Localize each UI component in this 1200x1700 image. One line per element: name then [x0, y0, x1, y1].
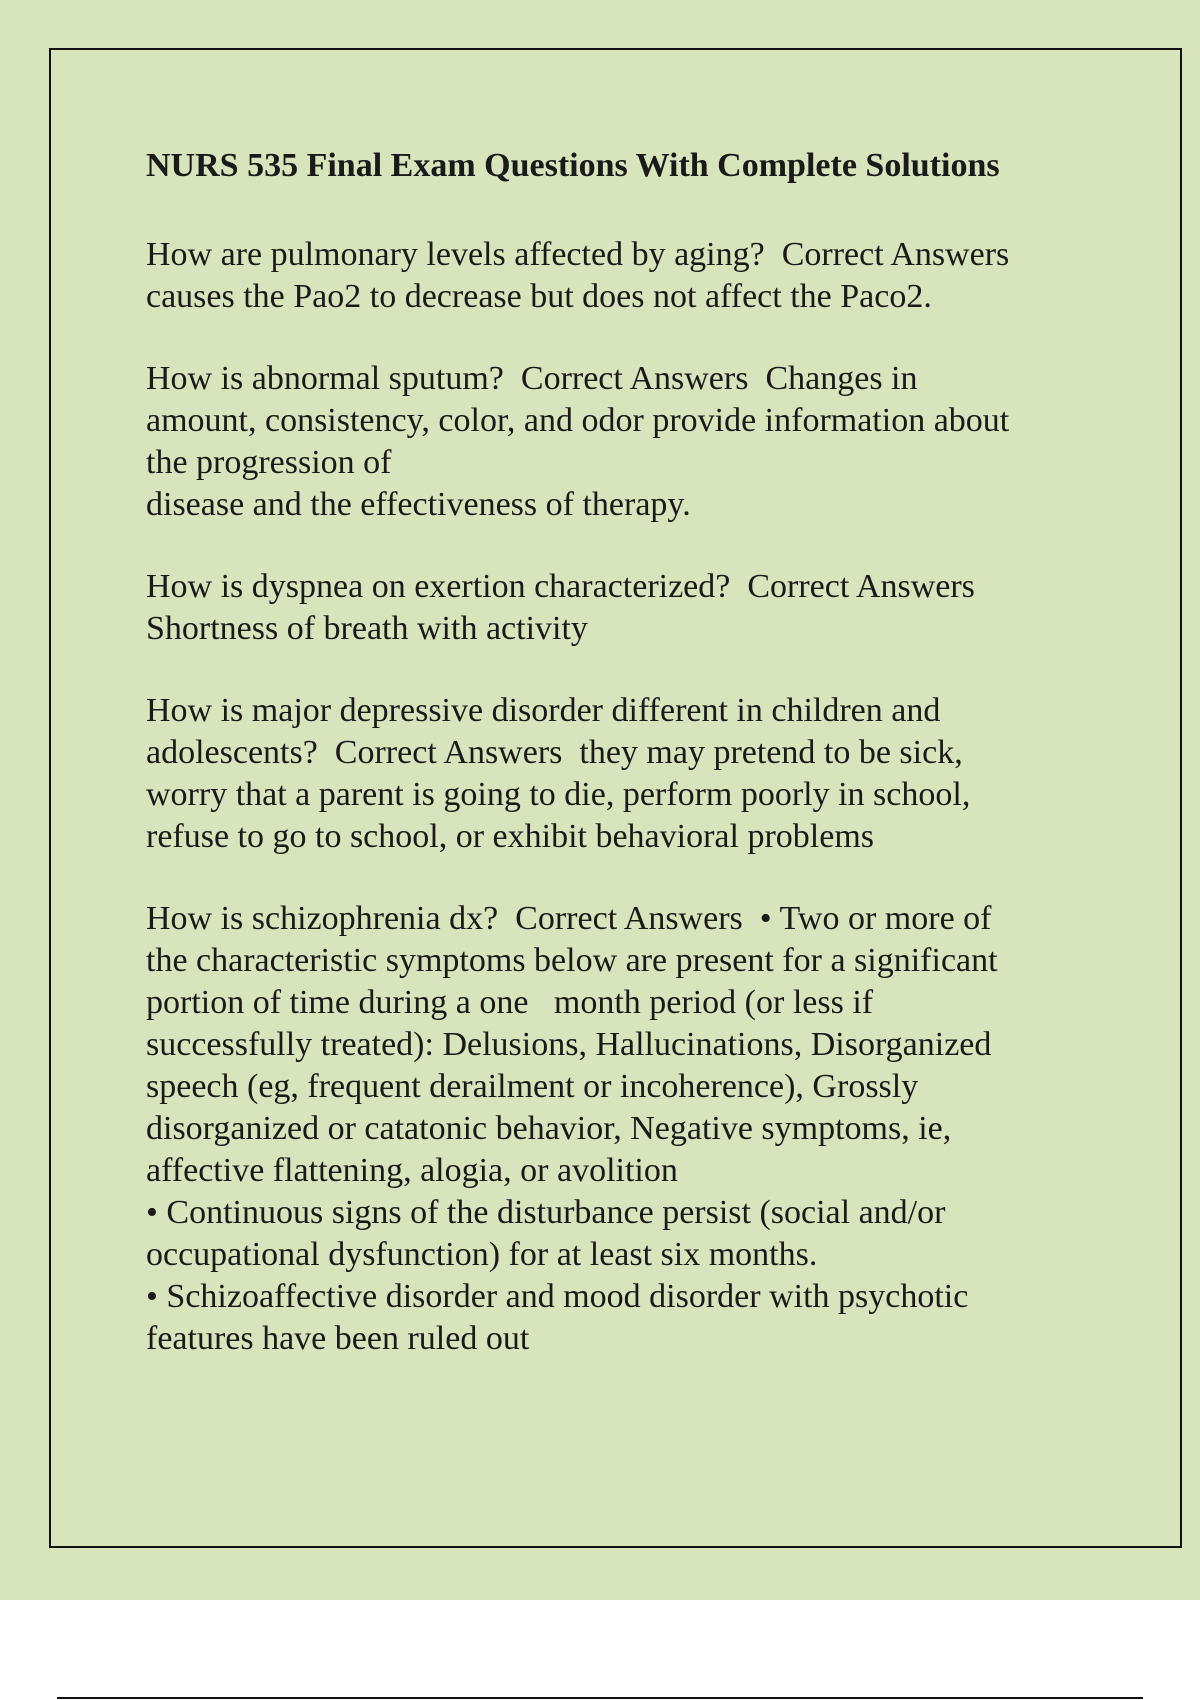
qa-line: How is abnormal sputum? Correct Answers Changes in [146, 360, 918, 397]
qa-line: the characteristic symptoms below are present for a significant [146, 942, 998, 979]
document-title: NURS 535 Final Exam Questions With Complete Solutions [146, 147, 1000, 184]
qa-item [146, 690, 1086, 858]
qa-line: How is major depressive disorder different in children and [146, 692, 941, 729]
qa-line: How is schizophrenia dx? Correct Answers • Two or more of [146, 900, 992, 937]
qa-item [146, 234, 1086, 318]
qa-line: disease and the effectiveness of therapy. [146, 486, 691, 523]
qa-line: • Schizoaffective disorder and mood disorder with psychotic [146, 1278, 969, 1315]
qa-line: • Continuous signs of the disturbance persist (social and/or [146, 1194, 946, 1231]
qa-line: amount, consistency, color, and odor provide information about [146, 402, 1010, 439]
qa-line: occupational dysfunction) for at least six months. [146, 1236, 818, 1273]
qa-line: the progression of [146, 444, 392, 481]
qa-line: portion of time during a one month period (or less if [146, 984, 874, 1021]
qa-item [146, 898, 1086, 1360]
qa-line: successfully treated): Delusions, Hallucinations, Disorganized [146, 1026, 992, 1063]
qa-item [146, 358, 1086, 526]
qa-line: disorganized or catatonic behavior, Negative symptoms, ie, [146, 1110, 952, 1147]
document-content [146, 140, 1086, 1400]
qa-line: causes the Pao2 to decrease but does not affect the Paco2. [146, 278, 932, 315]
qa-line: Shortness of breath with activity [146, 610, 588, 647]
qa-line: adolescents? Correct Answers they may pretend to be sick, [146, 734, 963, 771]
page-footer-rule [57, 1697, 1143, 1699]
qa-line: speech (eg, frequent derailment or incoherence), Grossly [146, 1068, 919, 1105]
qa-item [146, 566, 1086, 650]
qa-line: refuse to go to school, or exhibit behavioral problems [146, 818, 874, 855]
qa-line: features have been ruled out [146, 1320, 530, 1357]
qa-line: How is dyspnea on exertion characterized? Correct Answers [146, 568, 975, 605]
qa-line: worry that a parent is going to die, perform poorly in school, [146, 776, 971, 813]
qa-line: affective flattening, alogia, or avolition [146, 1152, 678, 1189]
qa-line: How are pulmonary levels affected by aging? Correct Answers [146, 236, 1010, 273]
